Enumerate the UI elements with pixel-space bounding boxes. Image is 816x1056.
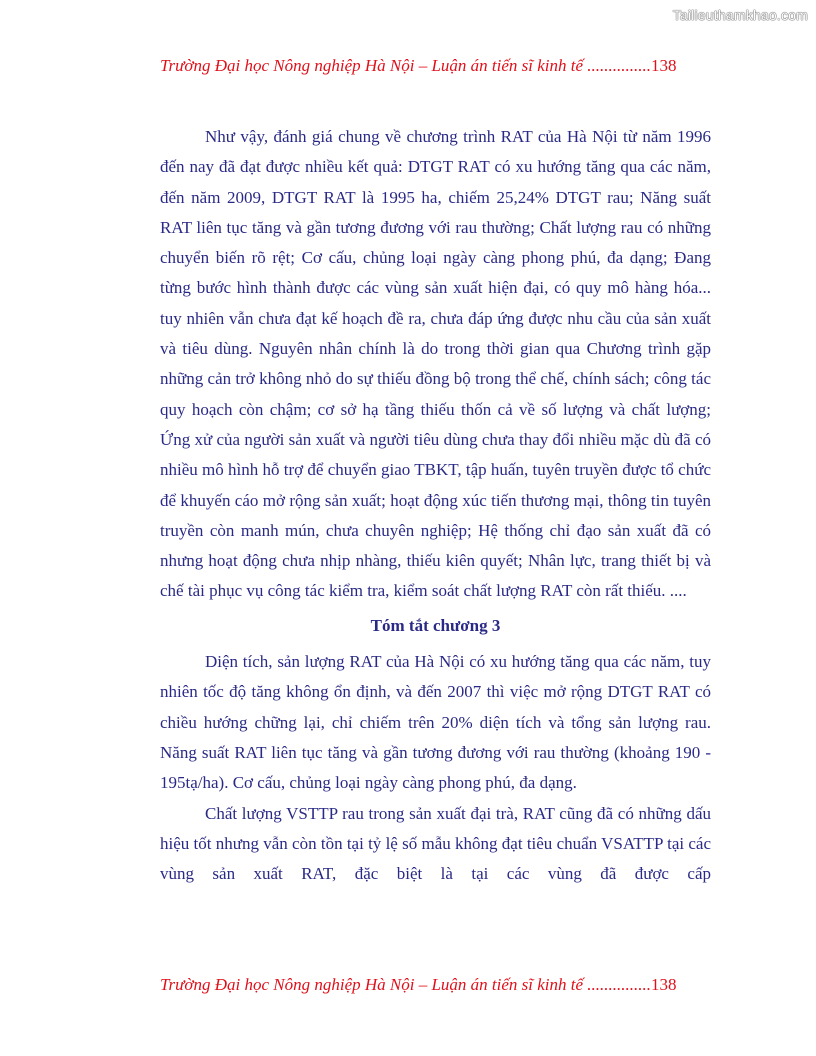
running-header — [160, 56, 720, 76]
section-heading: Tóm tắt chương 3 — [370, 615, 501, 635]
running-footer-text: Trường Đại học Nông nghiệp Hà Nội – Luận án tiến sĩ kinh tế ............... — [160, 975, 652, 994]
page-number: 138 — [651, 56, 677, 75]
watermark: Tailieuthamkhao.com — [672, 7, 808, 23]
running-footer — [160, 975, 720, 995]
running-header-text: Trường Đại học Nông nghiệp Hà Nội – Luận án tiến sĩ kinh tế ............... — [160, 56, 652, 75]
paragraph-area-yield: Diện tích, sản lượng RAT của Hà Nội có xu hướng tăng qua các năm, tuy nhiên tốc độ tăng không ổn định, và đến 2007 thì việc mở rộng DTGT RAT có chiều hướng chững lại, chỉ chiếm trên 20% diện tích và tổng sản lượng rau. Năng suất RAT liên tục tăng và gần tương đương với rau thường (khoảng 190 - 195tạ/ha). Cơ cấu, chủng loại ngày càng phong phú, đa dạng. — [160, 652, 711, 793]
document-body — [160, 122, 711, 889]
paragraph-summary: Như vậy, đánh giá chung về chương trình RAT của Hà Nội từ năm 1996 đến nay đã đạt được nhiều kết quả: DTGT RAT có xu hướng tăng qua các năm, đến năm 2009, DTGT RAT là 1995 ha, chiếm 25,24% DTGT rau; Năng suất RAT liên tục tăng và gần tương đương với rau thường; Chất lượng rau có những chuyển biến rõ rệt; Cơ cấu, chủng loại ngày càng phong phú, đa dạng; Đang từng bước hình thành được các vùng sản xuất hiện đại, có quy mô hàng hóa... tuy nhiên vẫn chưa đạt kế hoạch đề ra, chưa đáp ứng được nhu cầu của sản xuất và tiêu dùng. Nguyên nhân chính là do trong thời gian qua Chương trình gặp những cản trở không nhỏ do sự thiếu đồng bộ trong thể chế, chính sách; công tác quy hoạch còn chậm; cơ sở hạ tầng thiếu thốn cả về số lượng và chất lượng; Ứng xử của người sản xuất và người tiêu dùng chưa thay đổi nhiều mặc dù đã có nhiều mô hình hỗ trợ để chuyển giao TBKT, tập huấn, tuyên truyền được tổ chức để khuyến cáo mở rộng sản xuất; hoạt động xúc tiến thương mại, thông tin tuyên truyền còn manh mún, chưa chuyên nghiệp; Hệ thống chỉ đạo sản xuất đã có nhưng hoạt động chưa nhịp nhàng, thiếu kiên quyết; Nhân lực, trang thiết bị và chế tài phục vụ công tác kiểm tra, kiểm soát chất lượng RAT còn rất thiếu. .... — [160, 127, 711, 601]
footer-page-number: 138 — [651, 975, 677, 994]
paragraph-quality: Chất lượng VSTTP rau trong sản xuất đại trà, RAT cũng đã có những dấu hiệu tốt nhưng vẫn còn tồn tại tỷ lệ số mẫu không đạt tiêu chuẩn VSATTP tại các vùng sản xuất RAT, đặc biệt là tại các vùng đã được cấp — [160, 803, 711, 884]
